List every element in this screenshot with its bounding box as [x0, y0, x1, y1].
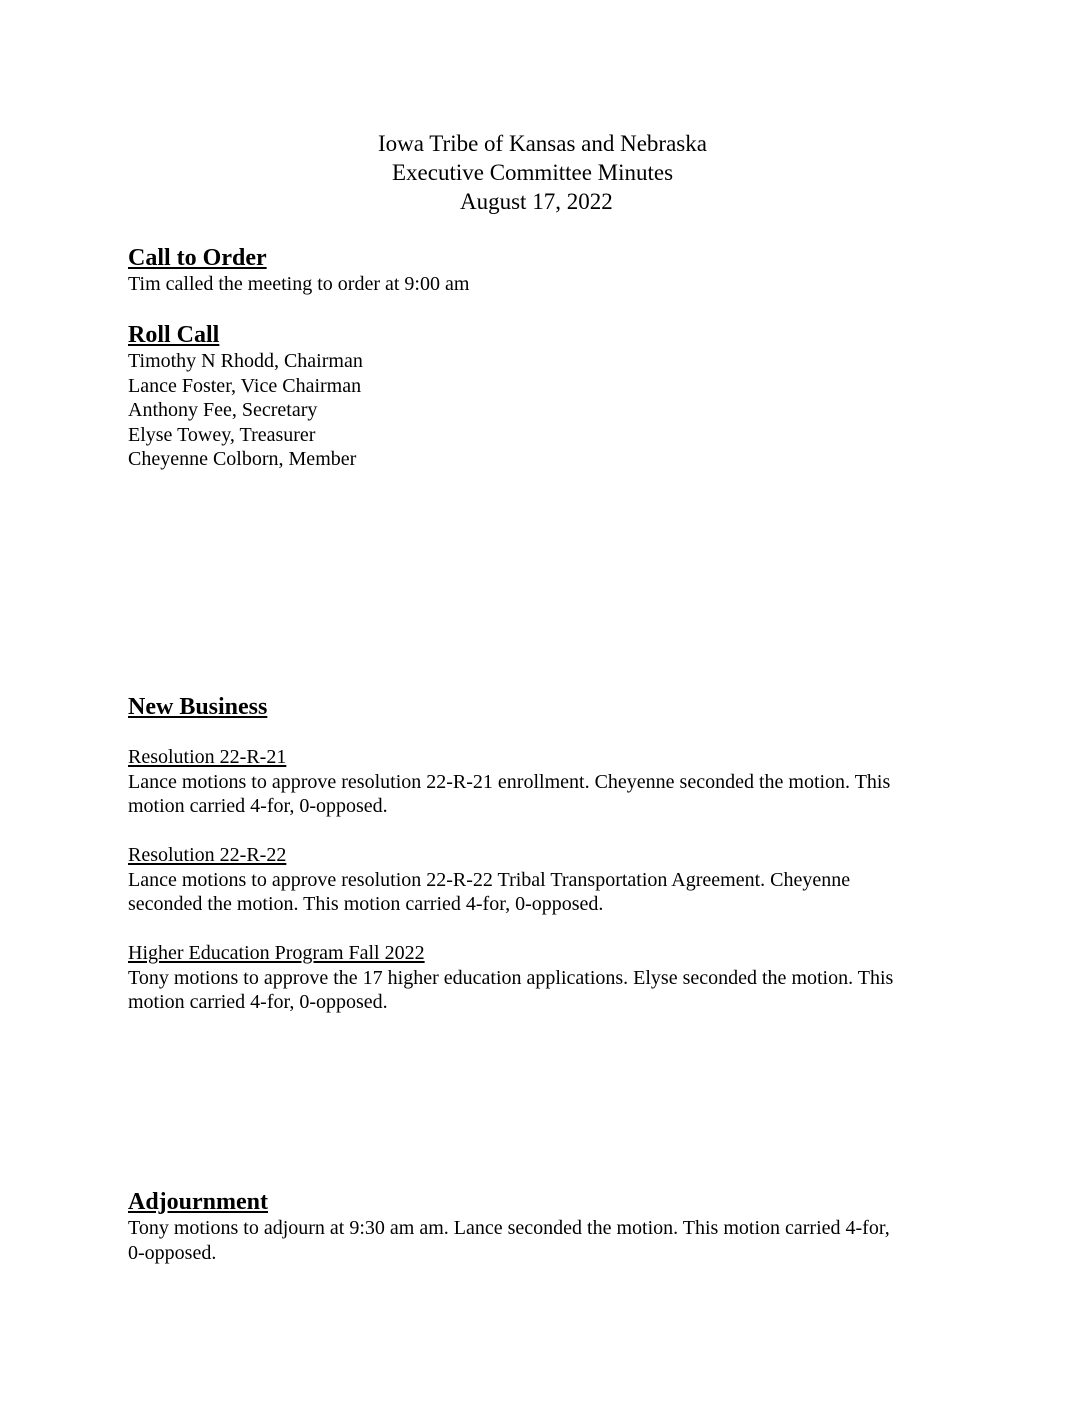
roll-call-member: Timothy N Rhodd, Chairman	[128, 350, 363, 372]
roll-call-section	[128, 321, 958, 472]
adjournment-text: 0-opposed.	[128, 1241, 217, 1264]
resolution-22-r-22-item	[128, 843, 958, 917]
adjournment-text: Tony motions to adjourn at 9:30 am am. Lance seconded the motion. This motion carried 4-for,	[128, 1217, 890, 1239]
call-to-order-section	[128, 244, 958, 297]
agenda-item-text: Lance motions to approve resolution 22-R-22 Tribal Transportation Agreement. Cheyenne	[128, 868, 851, 891]
agenda-item-text: Lance motions to approve resolution 22-R-21 enrollment. Cheyenne seconded the motion. This	[128, 770, 891, 793]
roll-call-member: Cheyenne Colborn, Member	[128, 448, 357, 470]
agenda-item-text: Tony motions to approve the 17 higher education applications. Elyse seconded the motion. This	[128, 966, 894, 989]
call-to-order-text: Tim called the meeting to order at 9:00 am	[128, 273, 470, 295]
document-title: Executive Committee Minutes	[392, 160, 674, 185]
agenda-item-text: motion carried 4-for, 0-opposed.	[128, 991, 388, 1013]
agenda-item-title: Higher Education Program Fall 2022	[128, 942, 425, 964]
roll-call-heading: Roll Call	[128, 322, 220, 348]
new-business-section	[128, 693, 958, 721]
higher-education-item	[128, 941, 958, 1015]
resolution-22-r-21-item	[128, 745, 958, 819]
roll-call-member: Elyse Towey, Treasurer	[128, 423, 316, 446]
roll-call-member: Anthony Fee, Secretary	[128, 399, 318, 421]
call-to-order-heading: Call to Order	[128, 245, 267, 271]
agenda-item-title: Resolution 22-R-22	[128, 844, 287, 866]
adjournment-heading: Adjournment	[128, 1189, 269, 1215]
meeting-date: August 17, 2022	[460, 189, 613, 214]
agenda-item-text: motion carried 4-for, 0-opposed.	[128, 795, 388, 817]
agenda-item-text: seconded the motion. This motion carried 4-for, 0-opposed.	[128, 893, 604, 915]
roll-call-member: Lance Foster, Vice Chairman	[128, 374, 362, 397]
new-business-heading: New Business	[128, 694, 268, 720]
agenda-item-title: Resolution 22-R-21	[128, 746, 287, 768]
organization-name: Iowa Tribe of Kansas and Nebraska	[378, 131, 707, 156]
adjournment-section	[128, 1188, 958, 1265]
